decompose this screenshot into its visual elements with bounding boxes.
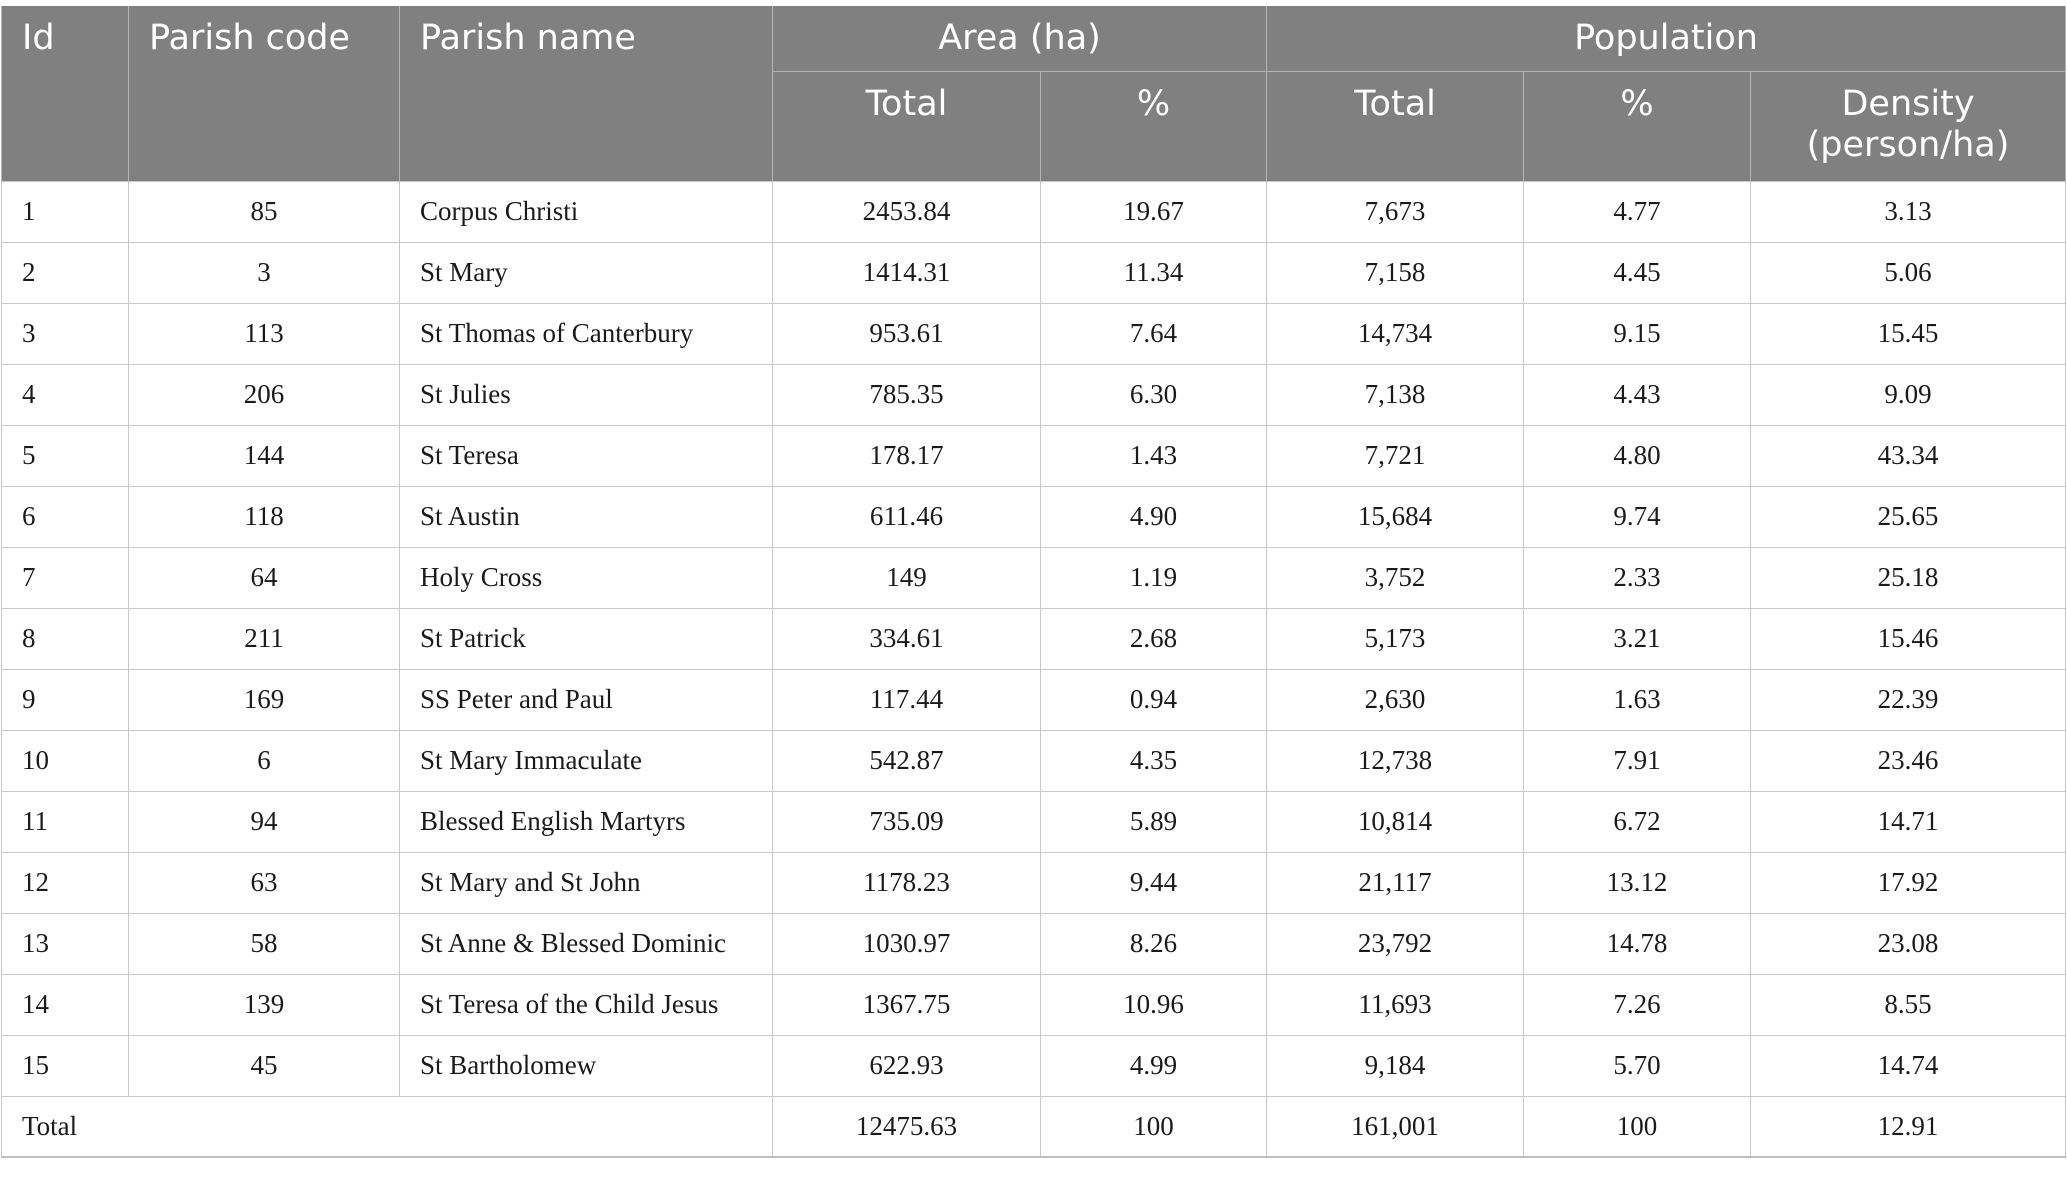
total-pop-total: 161,001	[1267, 1096, 1524, 1157]
cell-pop-total: 23,792	[1267, 913, 1524, 974]
header-pop-pct: %	[1524, 71, 1751, 181]
cell-parish-name: St Mary Immaculate	[400, 730, 773, 791]
cell-area-pct: 11.34	[1041, 242, 1267, 303]
cell-pop-pct: 4.77	[1524, 181, 1751, 242]
cell-pop-total: 9,184	[1267, 1035, 1524, 1096]
cell-area-total: 953.61	[773, 303, 1041, 364]
cell-area-pct: 1.19	[1041, 547, 1267, 608]
cell-id: 8	[2, 608, 129, 669]
total-row	[2, 1096, 2066, 1157]
cell-parish-code: 63	[129, 852, 400, 913]
cell-parish-name: Holy Cross	[400, 547, 773, 608]
cell-pop-pct: 3.21	[1524, 608, 1751, 669]
header-density-line1: Density	[1841, 83, 1975, 124]
cell-pop-total: 10,814	[1267, 791, 1524, 852]
total-area-total: 12475.63	[773, 1096, 1041, 1157]
total-pop-pct: 100	[1524, 1096, 1751, 1157]
cell-parish-name: St Teresa	[400, 425, 773, 486]
cell-pop-total: 14,734	[1267, 303, 1524, 364]
table-row	[2, 486, 2066, 547]
header-density	[1751, 71, 2066, 181]
cell-density: 14.74	[1751, 1035, 2066, 1096]
cell-area-pct: 0.94	[1041, 669, 1267, 730]
cell-area-pct: 10.96	[1041, 974, 1267, 1035]
cell-parish-code: 94	[129, 791, 400, 852]
table-row	[2, 974, 2066, 1035]
cell-density: 23.08	[1751, 913, 2066, 974]
cell-parish-name: St Anne & Blessed Dominic	[400, 913, 773, 974]
cell-id: 3	[2, 303, 129, 364]
table-body	[2, 181, 2066, 1157]
cell-parish-name: St Mary and St John	[400, 852, 773, 913]
cell-parish-code: 64	[129, 547, 400, 608]
cell-area-total: 735.09	[773, 791, 1041, 852]
cell-density: 15.46	[1751, 608, 2066, 669]
header-parish-code: Parish code	[129, 6, 400, 181]
cell-parish-name: Blessed English Martyrs	[400, 791, 773, 852]
cell-parish-name: St Austin	[400, 486, 773, 547]
cell-area-pct: 7.64	[1041, 303, 1267, 364]
table-row	[2, 791, 2066, 852]
cell-parish-code: 6	[129, 730, 400, 791]
cell-id: 15	[2, 1035, 129, 1096]
cell-parish-code: 206	[129, 364, 400, 425]
cell-density: 25.18	[1751, 547, 2066, 608]
cell-parish-name: St Julies	[400, 364, 773, 425]
cell-pop-pct: 6.72	[1524, 791, 1751, 852]
cell-area-total: 1414.31	[773, 242, 1041, 303]
cell-id: 10	[2, 730, 129, 791]
cell-id: 5	[2, 425, 129, 486]
cell-id: 13	[2, 913, 129, 974]
cell-density: 15.45	[1751, 303, 2066, 364]
cell-pop-total: 11,693	[1267, 974, 1524, 1035]
header-population-group: Population	[1267, 6, 2066, 71]
cell-area-total: 149	[773, 547, 1041, 608]
cell-area-total: 1178.23	[773, 852, 1041, 913]
cell-pop-total: 7,138	[1267, 364, 1524, 425]
cell-area-pct: 1.43	[1041, 425, 1267, 486]
table-row	[2, 608, 2066, 669]
cell-pop-pct: 5.70	[1524, 1035, 1751, 1096]
table-row	[2, 181, 2066, 242]
cell-id: 6	[2, 486, 129, 547]
cell-id: 7	[2, 547, 129, 608]
cell-density: 23.46	[1751, 730, 2066, 791]
cell-pop-pct: 1.63	[1524, 669, 1751, 730]
cell-parish-name: St Patrick	[400, 608, 773, 669]
cell-density: 8.55	[1751, 974, 2066, 1035]
cell-pop-total: 12,738	[1267, 730, 1524, 791]
header-pop-total: Total	[1267, 71, 1524, 181]
cell-parish-code: 58	[129, 913, 400, 974]
cell-pop-pct: 7.91	[1524, 730, 1751, 791]
cell-area-pct: 4.35	[1041, 730, 1267, 791]
total-area-pct: 100	[1041, 1096, 1267, 1157]
table-row	[2, 852, 2066, 913]
cell-id: 11	[2, 791, 129, 852]
table-row	[2, 730, 2066, 791]
cell-area-pct: 2.68	[1041, 608, 1267, 669]
cell-parish-code: 113	[129, 303, 400, 364]
table-row	[2, 547, 2066, 608]
cell-area-pct: 8.26	[1041, 913, 1267, 974]
cell-pop-pct: 14.78	[1524, 913, 1751, 974]
cell-area-pct: 6.30	[1041, 364, 1267, 425]
cell-pop-total: 7,721	[1267, 425, 1524, 486]
cell-id: 9	[2, 669, 129, 730]
cell-area-total: 622.93	[773, 1035, 1041, 1096]
cell-pop-total: 5,173	[1267, 608, 1524, 669]
cell-parish-name: SS Peter and Paul	[400, 669, 773, 730]
cell-pop-total: 3,752	[1267, 547, 1524, 608]
table-row	[2, 364, 2066, 425]
cell-pop-pct: 2.33	[1524, 547, 1751, 608]
cell-id: 12	[2, 852, 129, 913]
cell-area-pct: 5.89	[1041, 791, 1267, 852]
total-density: 12.91	[1751, 1096, 2066, 1157]
cell-parish-name: St Bartholomew	[400, 1035, 773, 1096]
cell-pop-total: 7,673	[1267, 181, 1524, 242]
table-row	[2, 669, 2066, 730]
cell-pop-pct: 9.74	[1524, 486, 1751, 547]
cell-area-total: 1030.97	[773, 913, 1041, 974]
cell-id: 2	[2, 242, 129, 303]
cell-density: 3.13	[1751, 181, 2066, 242]
cell-area-pct: 19.67	[1041, 181, 1267, 242]
cell-area-pct: 9.44	[1041, 852, 1267, 913]
cell-pop-pct: 4.45	[1524, 242, 1751, 303]
cell-area-total: 611.46	[773, 486, 1041, 547]
cell-pop-total: 21,117	[1267, 852, 1524, 913]
cell-area-pct: 4.99	[1041, 1035, 1267, 1096]
cell-pop-pct: 4.80	[1524, 425, 1751, 486]
cell-density: 5.06	[1751, 242, 2066, 303]
table-row	[2, 303, 2066, 364]
cell-pop-pct: 13.12	[1524, 852, 1751, 913]
cell-density: 17.92	[1751, 852, 2066, 913]
cell-area-total: 2453.84	[773, 181, 1041, 242]
table-row	[2, 242, 2066, 303]
cell-pop-total: 2,630	[1267, 669, 1524, 730]
cell-id: 14	[2, 974, 129, 1035]
cell-area-total: 117.44	[773, 669, 1041, 730]
cell-density: 14.71	[1751, 791, 2066, 852]
cell-parish-name: Corpus Christi	[400, 181, 773, 242]
cell-parish-code: 139	[129, 974, 400, 1035]
cell-area-total: 542.87	[773, 730, 1041, 791]
cell-id: 4	[2, 364, 129, 425]
cell-pop-pct: 7.26	[1524, 974, 1751, 1035]
cell-area-pct: 4.90	[1041, 486, 1267, 547]
header-area-pct: %	[1041, 71, 1267, 181]
cell-parish-code: 211	[129, 608, 400, 669]
table-row	[2, 1035, 2066, 1096]
cell-area-total: 334.61	[773, 608, 1041, 669]
cell-parish-code: 45	[129, 1035, 400, 1096]
table-row	[2, 425, 2066, 486]
total-label: Total	[2, 1096, 773, 1157]
header-parish-name: Parish name	[400, 6, 773, 181]
cell-parish-name: St Thomas of Canterbury	[400, 303, 773, 364]
cell-density: 43.34	[1751, 425, 2066, 486]
cell-pop-pct: 9.15	[1524, 303, 1751, 364]
cell-parish-code: 3	[129, 242, 400, 303]
header-area-total: Total	[773, 71, 1041, 181]
cell-pop-total: 15,684	[1267, 486, 1524, 547]
table-header	[2, 6, 2066, 181]
cell-pop-total: 7,158	[1267, 242, 1524, 303]
parish-table	[1, 6, 2066, 1158]
cell-area-total: 1367.75	[773, 974, 1041, 1035]
cell-parish-name: St Teresa of the Child Jesus	[400, 974, 773, 1035]
cell-pop-pct: 4.43	[1524, 364, 1751, 425]
cell-area-total: 785.35	[773, 364, 1041, 425]
table-row	[2, 913, 2066, 974]
cell-parish-code: 169	[129, 669, 400, 730]
header-density-line2: (person/ha)	[1806, 124, 2010, 165]
cell-density: 25.65	[1751, 486, 2066, 547]
header-id: Id	[2, 6, 129, 181]
cell-parish-code: 85	[129, 181, 400, 242]
cell-parish-code: 144	[129, 425, 400, 486]
cell-parish-name: St Mary	[400, 242, 773, 303]
cell-parish-code: 118	[129, 486, 400, 547]
cell-density: 22.39	[1751, 669, 2066, 730]
cell-density: 9.09	[1751, 364, 2066, 425]
cell-area-total: 178.17	[773, 425, 1041, 486]
header-area-group: Area (ha)	[773, 6, 1267, 71]
cell-id: 1	[2, 181, 129, 242]
